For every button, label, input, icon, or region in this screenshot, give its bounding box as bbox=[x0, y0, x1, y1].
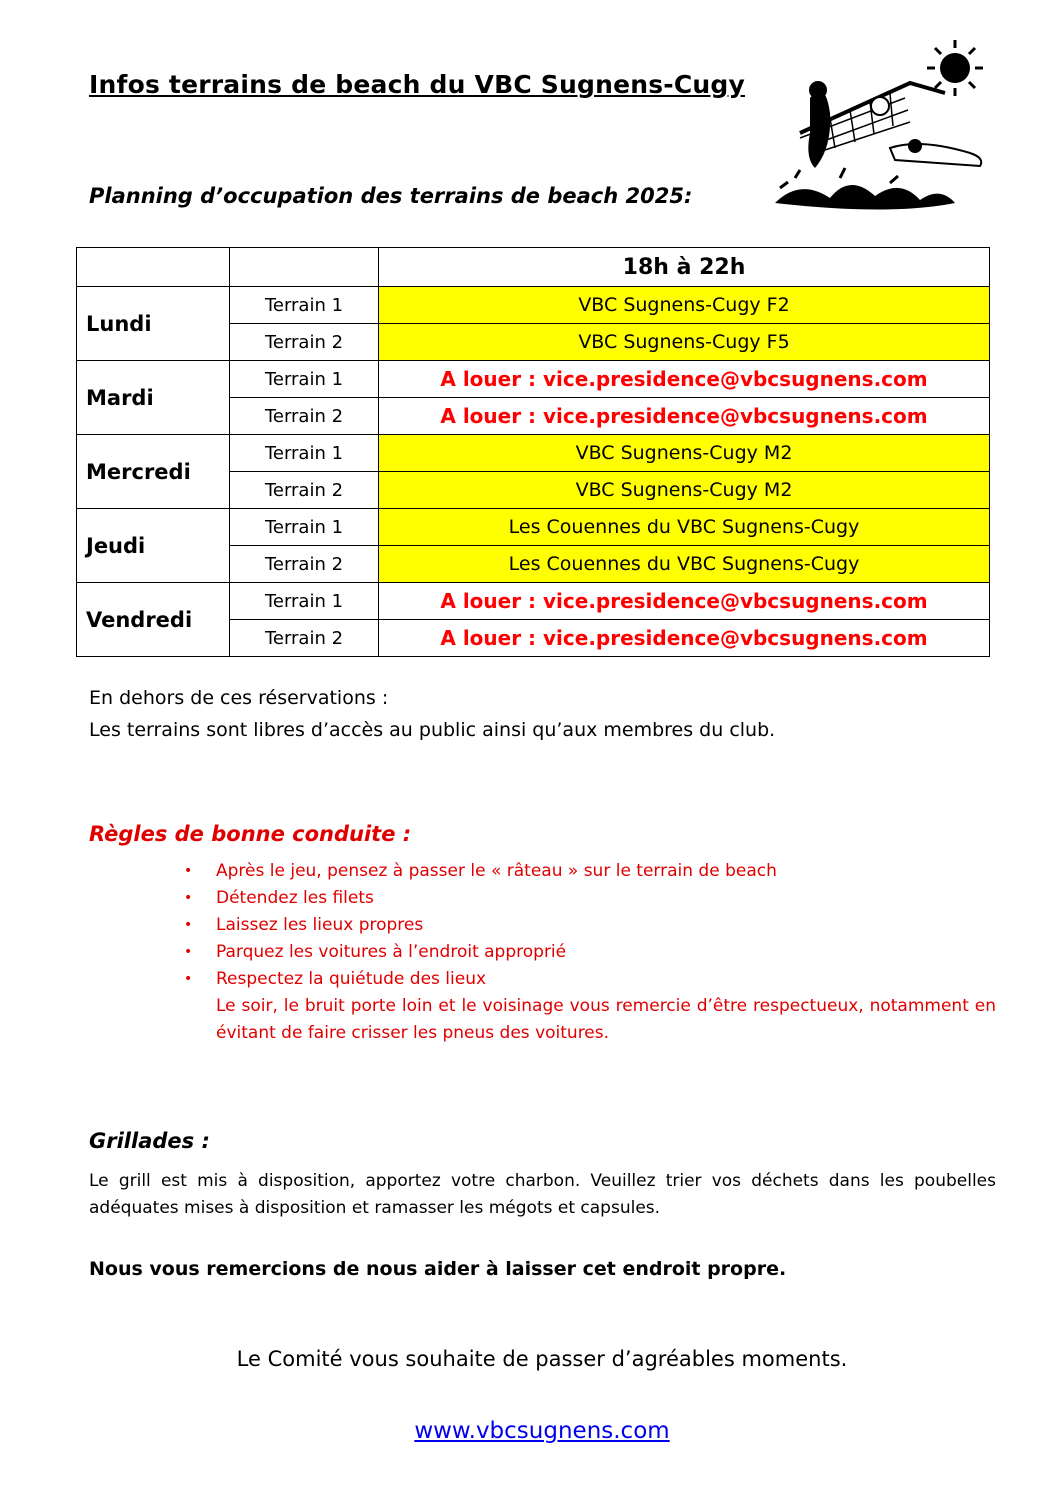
terrain-cell: Terrain 1 bbox=[230, 509, 379, 546]
planning-table bbox=[76, 247, 990, 657]
occupant-cell: Les Couennes du VBC Sugnens-Cugy bbox=[379, 546, 990, 583]
free-access-line: Les terrains sont libres d’accès au public ainsi qu’aux membres du club. bbox=[89, 719, 776, 741]
list-item bbox=[184, 939, 996, 966]
bullet-icon: • bbox=[184, 917, 193, 933]
table-row bbox=[77, 583, 990, 620]
terrain-cell: Terrain 2 bbox=[230, 620, 379, 657]
terrain-cell: Terrain 1 bbox=[230, 361, 379, 398]
occupant-cell: VBC Sugnens-Cugy F5 bbox=[379, 324, 990, 361]
occupant-cell: VBC Sugnens-Cugy F2 bbox=[379, 287, 990, 324]
day-cell: Mercredi bbox=[77, 435, 230, 509]
rule-text: Laissez les lieux propres bbox=[216, 915, 424, 935]
day-cell: Jeudi bbox=[77, 509, 230, 583]
planning-subtitle: Planning d’occupation des terrains de beach 2025: bbox=[89, 184, 693, 208]
free-access-text bbox=[89, 682, 775, 746]
website-link[interactable]: www.vbcsugnens.com bbox=[414, 1418, 670, 1444]
rule-text: Détendez les filets bbox=[216, 888, 374, 908]
rental-contact-cell: A louer : vice.presidence@vbcsugnens.com bbox=[379, 361, 990, 398]
table-row bbox=[77, 287, 990, 324]
bullet-icon: • bbox=[184, 971, 193, 987]
occupant-cell: VBC Sugnens-Cugy M2 bbox=[379, 435, 990, 472]
rule-note: Le soir, le bruit porte loin et le voisinage vous remercie d’être respectueux, notamment en évitant de faire crisser les pneus des voitures. bbox=[216, 996, 996, 1043]
committee-wish: Le Comité vous souhaite de passer d’agréables moments. bbox=[236, 1347, 848, 1371]
terrain-cell: Terrain 1 bbox=[230, 583, 379, 620]
list-item bbox=[184, 966, 996, 1047]
terrain-cell: Terrain 2 bbox=[230, 472, 379, 509]
page-title: Infos terrains de beach du VBC Sugnens-Cugy bbox=[89, 70, 746, 99]
table-row bbox=[77, 435, 990, 472]
terrain-cell: Terrain 2 bbox=[230, 324, 379, 361]
day-cell: Mardi bbox=[77, 361, 230, 435]
day-cell: Vendredi bbox=[77, 583, 230, 657]
terrain-cell: Terrain 1 bbox=[230, 435, 379, 472]
occupant-cell: Les Couennes du VBC Sugnens-Cugy bbox=[379, 509, 990, 546]
list-item bbox=[184, 885, 996, 912]
terrain-cell: Terrain 2 bbox=[230, 398, 379, 435]
thanks-text: Nous vous remercions de nous aider à laisser cet endroit propre. bbox=[89, 1258, 787, 1280]
rules-title: Règles de bonne conduite : bbox=[89, 822, 412, 846]
list-item bbox=[184, 912, 996, 939]
empty-header-cell bbox=[77, 248, 230, 287]
time-header: 18h à 22h bbox=[379, 248, 990, 287]
rules-list bbox=[184, 858, 996, 1047]
rental-contact-cell: A louer : vice.presidence@vbcsugnens.com bbox=[379, 398, 990, 435]
bullet-icon: • bbox=[184, 890, 193, 906]
empty-header-cell bbox=[230, 248, 379, 287]
grill-title: Grillades : bbox=[89, 1129, 210, 1153]
grill-text: Le grill est mis à disposition, apportez votre charbon. Veuillez trier vos déchets dans les poubelles adéquates mises à disposition et ramasser les mégots et capsules. bbox=[89, 1171, 996, 1218]
table-row bbox=[77, 509, 990, 546]
terrain-cell: Terrain 2 bbox=[230, 546, 379, 583]
beach-volleyball-logo bbox=[770, 38, 1000, 216]
rental-contact-cell: A louer : vice.presidence@vbcsugnens.com bbox=[379, 620, 990, 657]
terrain-cell: Terrain 1 bbox=[230, 287, 379, 324]
free-access-line: En dehors de ces réservations : bbox=[89, 687, 389, 709]
table-header-row bbox=[77, 248, 990, 287]
rule-text: Après le jeu, pensez à passer le « râteau » sur le terrain de beach bbox=[216, 861, 777, 881]
day-cell: Lundi bbox=[77, 287, 230, 361]
bullet-icon: • bbox=[184, 944, 193, 960]
list-item bbox=[184, 858, 996, 885]
bullet-icon: • bbox=[184, 863, 193, 879]
rule-text: Parquez les voitures à l’endroit approprié bbox=[216, 942, 567, 962]
table-row bbox=[77, 361, 990, 398]
rental-contact-cell: A louer : vice.presidence@vbcsugnens.com bbox=[379, 583, 990, 620]
occupant-cell: VBC Sugnens-Cugy M2 bbox=[379, 472, 990, 509]
rule-text: Respectez la quiétude des lieux bbox=[216, 969, 487, 989]
